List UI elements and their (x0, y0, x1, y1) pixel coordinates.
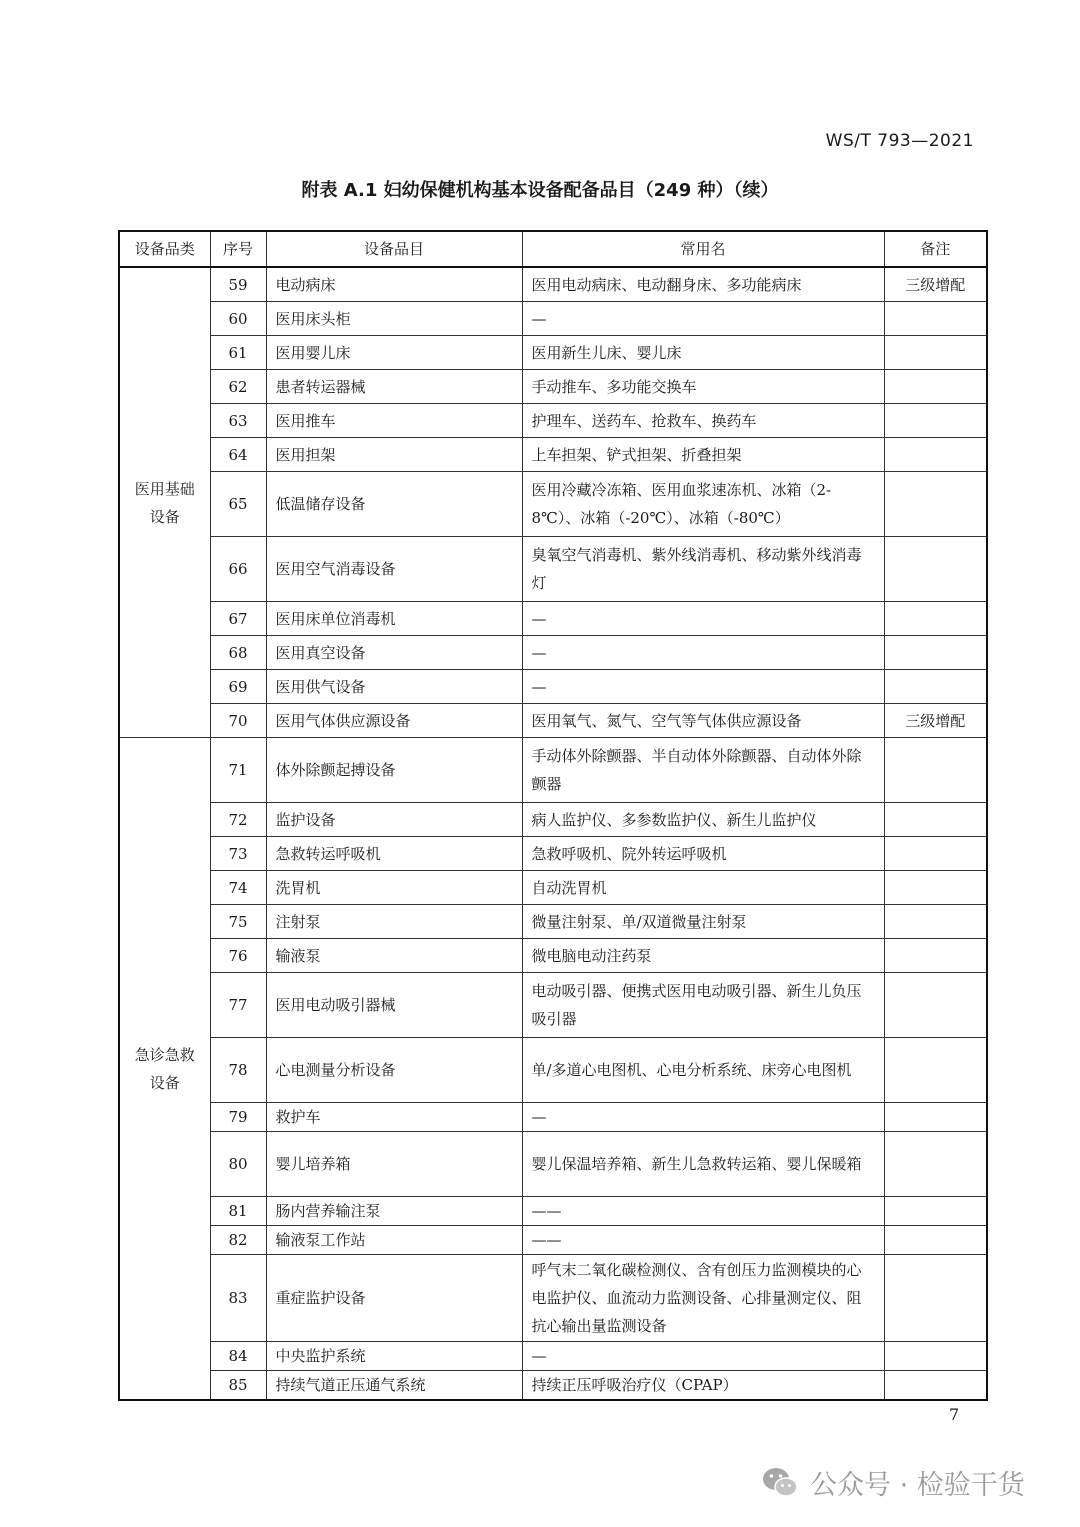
row-common-name: 微电脑电动注药泵 (522, 939, 884, 973)
row-number: 66 (210, 537, 266, 602)
row-item: 医用推车 (266, 404, 522, 438)
row-common-name: 医用氧气、氮气、空气等气体供应源设备 (522, 704, 884, 738)
row-item: 体外除颤起搏设备 (266, 738, 522, 803)
table-row (119, 837, 987, 871)
row-number: 69 (210, 670, 266, 704)
table-row (119, 370, 987, 404)
row-common-name: — (522, 602, 884, 636)
table-row (119, 602, 987, 636)
row-item: 持续气道正压通气系统 (266, 1371, 522, 1401)
row-item: 医用担架 (266, 438, 522, 472)
row-note (884, 636, 987, 670)
row-item: 监护设备 (266, 803, 522, 837)
row-common-name: 上车担架、铲式担架、折叠担架 (522, 438, 884, 472)
row-common-name: 婴儿保温培养箱、新生儿急救转运箱、婴儿保暖箱 (522, 1132, 884, 1197)
row-number: 80 (210, 1132, 266, 1197)
row-note (884, 336, 987, 370)
row-note (884, 973, 987, 1038)
standard-code: WS/T 793—2021 (825, 131, 974, 151)
row-number: 70 (210, 704, 266, 738)
row-note (884, 404, 987, 438)
row-item: 洗胃机 (266, 871, 522, 905)
table-row (119, 973, 987, 1038)
row-common-name: 单/多道心电图机、心电分析系统、床旁心电图机 (522, 1038, 884, 1103)
row-number: 78 (210, 1038, 266, 1103)
row-common-name: 手动体外除颤器、半自动体外除颤器、自动体外除颤器 (522, 738, 884, 803)
row-note (884, 1342, 987, 1371)
row-note (884, 1226, 987, 1255)
category-cell-emergency: 急诊急救设备 (119, 738, 210, 1401)
row-common-name: 急救呼吸机、院外转运呼吸机 (522, 837, 884, 871)
col-header-common-name: 常用名 (522, 231, 884, 267)
row-common-name: 病人监护仪、多参数监护仪、新生儿监护仪 (522, 803, 884, 837)
col-header-number: 序号 (210, 231, 266, 267)
row-item: 救护车 (266, 1103, 522, 1132)
col-header-note: 备注 (884, 231, 987, 267)
row-number: 63 (210, 404, 266, 438)
row-common-name: — (522, 1342, 884, 1371)
table-row (119, 1371, 987, 1401)
row-common-name: 护理车、送药车、抢救车、换药车 (522, 404, 884, 438)
row-common-name: 医用新生儿床、婴儿床 (522, 336, 884, 370)
row-note (884, 537, 987, 602)
row-item: 输液泵 (266, 939, 522, 973)
table-row (119, 803, 987, 837)
row-note (884, 302, 987, 336)
row-note (884, 602, 987, 636)
row-common-name: — (522, 670, 884, 704)
row-note (884, 905, 987, 939)
row-item: 肠内营养输注泵 (266, 1197, 522, 1226)
watermark-text: 公众号 · 检验干货 (810, 1469, 1025, 1501)
row-item: 注射泵 (266, 905, 522, 939)
row-item: 低温储存设备 (266, 472, 522, 537)
table-row (119, 472, 987, 537)
row-common-name: — (522, 636, 884, 670)
row-note (884, 1371, 987, 1401)
row-common-name: 微量注射泵、单/双道微量注射泵 (522, 905, 884, 939)
table-row (119, 1342, 987, 1371)
row-number: 64 (210, 438, 266, 472)
row-number: 75 (210, 905, 266, 939)
row-common-name: 电动吸引器、便携式医用电动吸引器、新生儿负压吸引器 (522, 973, 884, 1038)
row-number: 85 (210, 1371, 266, 1401)
row-item: 医用真空设备 (266, 636, 522, 670)
row-common-name: 持续正压呼吸治疗仪（CPAP） (522, 1371, 884, 1401)
row-number: 65 (210, 472, 266, 537)
row-note: 三级增配 (884, 267, 987, 302)
row-number: 84 (210, 1342, 266, 1371)
table-row (119, 1197, 987, 1226)
row-number: 83 (210, 1255, 266, 1342)
row-common-name: 医用电动病床、电动翻身床、多功能病床 (522, 267, 884, 302)
row-number: 74 (210, 871, 266, 905)
row-item: 输液泵工作站 (266, 1226, 522, 1255)
row-number: 76 (210, 939, 266, 973)
row-number: 67 (210, 602, 266, 636)
row-note (884, 1038, 987, 1103)
table-row (119, 939, 987, 973)
row-common-name: 医用冷藏冷冻箱、医用血浆速冻机、冰箱（2-8℃）、冰箱（-20℃）、冰箱（-80℃） (522, 472, 884, 537)
row-note (884, 670, 987, 704)
row-note (884, 738, 987, 803)
row-item: 医用电动吸引器械 (266, 973, 522, 1038)
table-row (119, 738, 987, 803)
row-number: 60 (210, 302, 266, 336)
table-row (119, 704, 987, 738)
table-row (119, 1103, 987, 1132)
table-row (119, 336, 987, 370)
row-number: 73 (210, 837, 266, 871)
row-number: 72 (210, 803, 266, 837)
row-item: 急救转运呼吸机 (266, 837, 522, 871)
row-item: 电动病床 (266, 267, 522, 302)
row-note (884, 1197, 987, 1226)
row-number: 68 (210, 636, 266, 670)
row-common-name: 自动洗胃机 (522, 871, 884, 905)
row-note (884, 1103, 987, 1132)
row-common-name: 臭氧空气消毒机、紫外线消毒机、移动紫外线消毒灯 (522, 537, 884, 602)
table-row (119, 302, 987, 336)
row-common-name: — (522, 1103, 884, 1132)
table-row (119, 871, 987, 905)
row-item: 医用供气设备 (266, 670, 522, 704)
equipment-table (118, 230, 988, 1401)
table-row (119, 905, 987, 939)
table-row (119, 1255, 987, 1342)
row-note (884, 370, 987, 404)
table-row (119, 1038, 987, 1103)
table-row (119, 670, 987, 704)
col-header-item: 设备品目 (266, 231, 522, 267)
row-number: 62 (210, 370, 266, 404)
row-number: 59 (210, 267, 266, 302)
row-item: 婴儿培养箱 (266, 1132, 522, 1197)
watermark (760, 1462, 1025, 1502)
row-item: 医用床单位消毒机 (266, 602, 522, 636)
row-item: 医用空气消毒设备 (266, 537, 522, 602)
row-common-name: —— (522, 1197, 884, 1226)
row-common-name: 手动推车、多功能交换车 (522, 370, 884, 404)
row-note (884, 1132, 987, 1197)
row-number: 77 (210, 973, 266, 1038)
row-item: 中央监护系统 (266, 1342, 522, 1371)
row-number: 81 (210, 1197, 266, 1226)
row-note (884, 803, 987, 837)
row-note: 三级增配 (884, 704, 987, 738)
row-number: 82 (210, 1226, 266, 1255)
row-item: 医用床头柜 (266, 302, 522, 336)
row-number: 71 (210, 738, 266, 803)
table-header-row (119, 231, 987, 267)
table-row (119, 537, 987, 602)
table-row (119, 1132, 987, 1197)
page-number: 7 (949, 1405, 960, 1424)
col-header-category: 设备品类 (119, 231, 210, 267)
table-row (119, 636, 987, 670)
row-item: 心电测量分析设备 (266, 1038, 522, 1103)
row-item: 医用婴儿床 (266, 336, 522, 370)
category-cell-basic: 医用基础设备 (119, 267, 210, 738)
table-row (119, 438, 987, 472)
row-note (884, 438, 987, 472)
table-row (119, 267, 987, 302)
row-number: 79 (210, 1103, 266, 1132)
row-item: 患者转运器械 (266, 370, 522, 404)
row-common-name: 呼气末二氧化碳检测仪、含有创压力监测模块的心电监护仪、血流动力监测设备、心排量测定仪、阻抗心输出量监测设备 (522, 1255, 884, 1342)
row-common-name: — (522, 302, 884, 336)
table-row (119, 1226, 987, 1255)
row-note (884, 871, 987, 905)
row-note (884, 939, 987, 973)
wechat-icon (760, 1462, 800, 1502)
table-title: 附表 A.1 妇幼保健机构基本设备配备品目（249 种）（续） (301, 180, 779, 201)
row-note (884, 1255, 987, 1342)
row-common-name: —— (522, 1226, 884, 1255)
row-note (884, 472, 987, 537)
row-number: 61 (210, 336, 266, 370)
row-note (884, 837, 987, 871)
row-item: 医用气体供应源设备 (266, 704, 522, 738)
table-row (119, 404, 987, 438)
row-item: 重症监护设备 (266, 1255, 522, 1342)
